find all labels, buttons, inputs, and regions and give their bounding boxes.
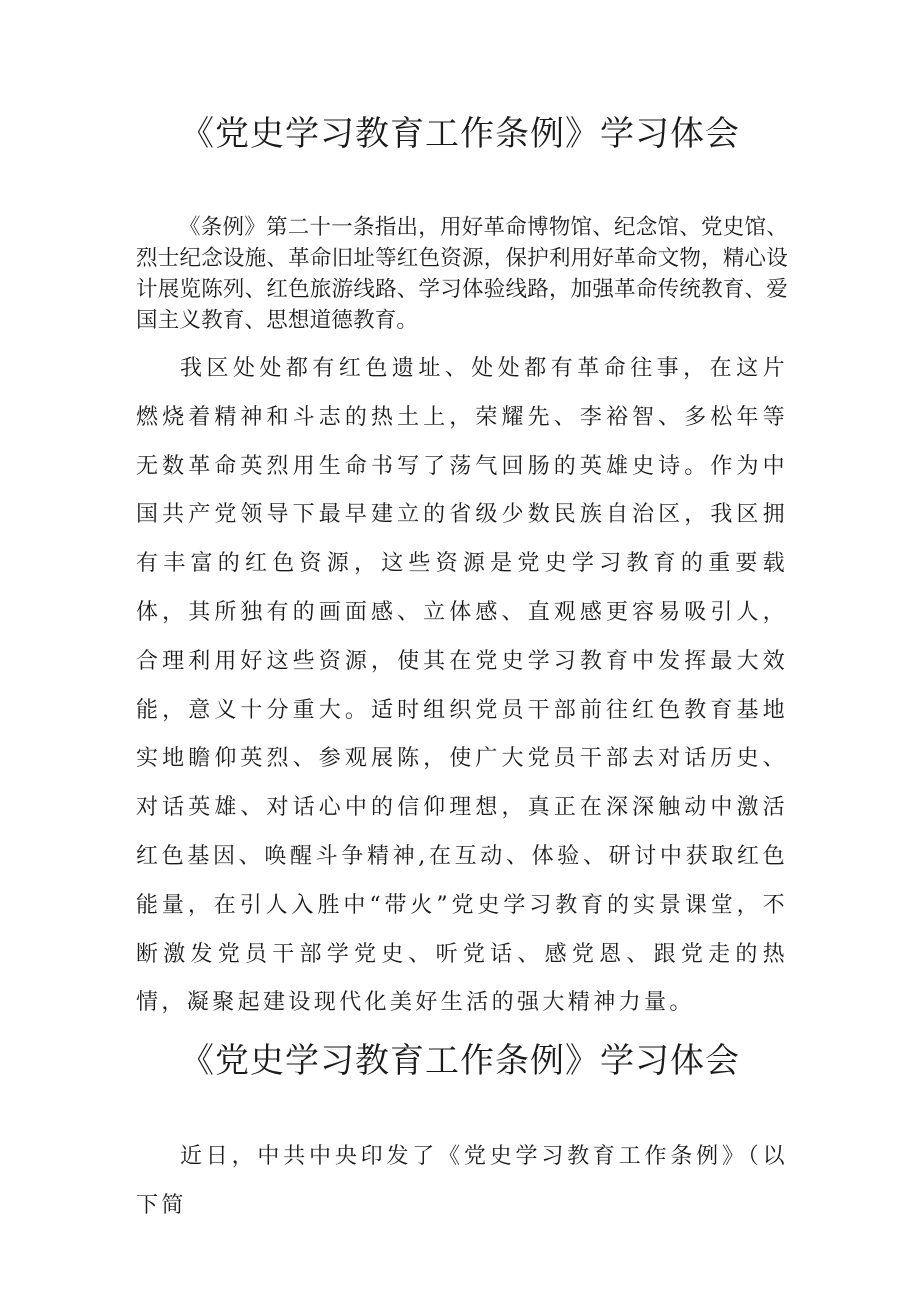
document-title-second: 《党史学习教育工作条例》学习体会 bbox=[180, 1041, 740, 1081]
paragraph-second-intro: 近日，中共中央印发了《党史学习教育工作条例》（以下简 bbox=[136, 1144, 788, 1218]
paragraph-regulation-article-21: 《条例》第二十一条指出，用好革命博物馆、纪念馆、党史馆、烈士纪念设施、革命旧址等红色资源，保护利用好革命文物，精心设计展览陈列、红色旅游线路、学习体验线路，加强革命传统教育、爱国主义教育、思想道德教育。 bbox=[136, 215, 788, 333]
document-title: 《党史学习教育工作条例》学习体会 bbox=[180, 114, 740, 154]
paragraph-red-resources: 我区处处都有红色遗址、处处都有革命往事，在这片燃烧着精神和斗志的热土上，荣耀先、李裕智、多松年等无数革命英烈用生命书写了荡气回肠的英雄史诗。作为中国共产党领导下最早建立的省级少数民族自治区，我区拥有丰富的红色资源，这些资源是党史学习教育的重要载体，其所独有的画面感、立体感、直观感更容易吸引人，合理利用好这些资源，使其在党史学习教育中发挥最大效能，意义十分重大。适时组织党员干部前往红色教育基地实地瞻仰英烈、参观展陈，使广大党员干部去对话历史、对话英雄、对话心中的信仰理想，真正在深深触动中激活红色基因、唤醒斗争精神,在互动、体验、研讨中获取红色能量，在引人入胜中“带火”党史学习教育的实景课堂，不断激发党员干部学党史、听党话、感党恩、跟党走的热情，凝聚起建设现代化美好生活的强大精神力量。 bbox=[136, 356, 788, 1016]
